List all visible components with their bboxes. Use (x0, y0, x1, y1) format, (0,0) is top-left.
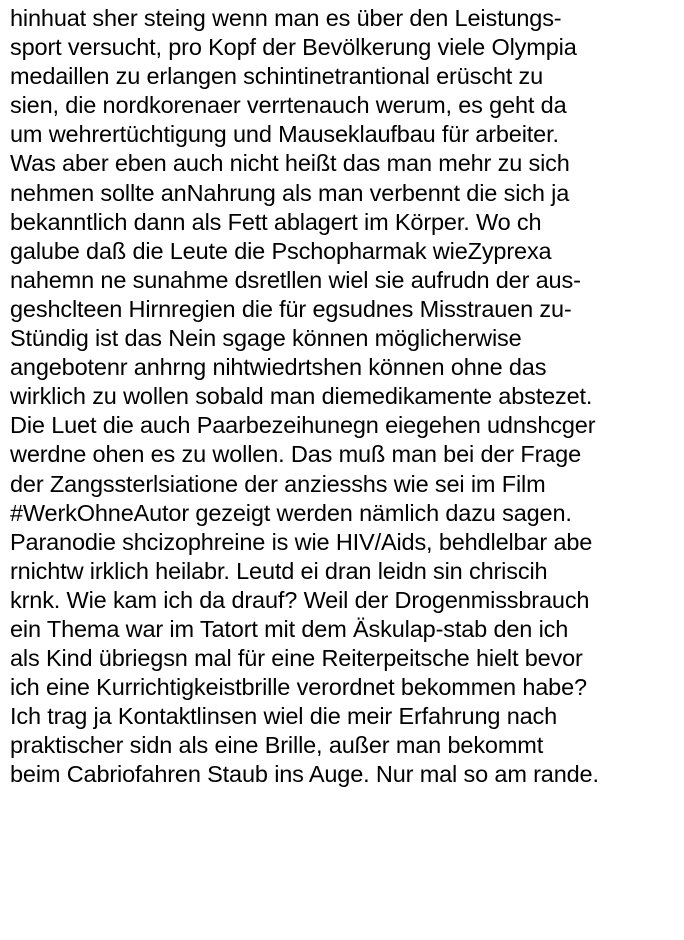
text-line: praktischer sidn als eine Brille, außer man bekommt (10, 732, 544, 759)
text-line: rnichtw irklich heilabr. Leutd ei dran leidn sin chriscih (10, 557, 548, 584)
text-line: geshclteen Hirnregien die für egsudnes Misstrauen zu- (10, 295, 572, 322)
text-line: Paranodie shcizophreine is wie HIV/Aids, behdlelbar abe (10, 528, 593, 555)
text-line: Stündig ist das Nein sgage können möglicherwise (10, 325, 522, 352)
text-line: Die Luet die auch Paarbezeihunegn eiegehen udnshcger (10, 412, 596, 439)
text-line: nehmen sollte anNahrung als man verbennt die sich ja (10, 179, 570, 206)
text-line: werdne ohen es zu wollen. Das muß man bei der Frage (10, 441, 582, 468)
text-line: angebotenr anhrng nihtwiedrtshen können ohne das (10, 354, 547, 381)
text-line: hinhuat sher steing wenn man es über den Leistungs- (10, 5, 562, 31)
text-line: um wehrertüchtigung und Mauseklaufbau für arbeiter. (10, 121, 559, 148)
text-line: bekanntlich dann als Fett ablagert im Körper. Wo ch (10, 208, 542, 235)
text-line: galube daß die Leute die Pschopharmak wieZyprexa (10, 237, 552, 264)
text-line: ich eine Kurrichtigkeistbrille verordnet bekommen habe? (10, 674, 587, 701)
text-line: als Kind übriegsn mal für eine Reiterpeitsche hielt bevor (10, 645, 583, 672)
text-line: sport versucht, pro Kopf der Bevölkerung viele Olympia (10, 34, 577, 61)
text-line: der Zangssterlsiatione der anziesshs wie sei im Film (10, 470, 546, 497)
text-line: beim Cabriofahren Staub ins Auge. Nur mal so am rande. (10, 761, 599, 788)
text-line: Ich trag ja Kontaktlinsen wiel die meir Erfahrung nach (10, 703, 558, 730)
text-line: medaillen zu erlangen schintinetrantional erüscht zu (10, 63, 544, 90)
text-line: wirklich zu wollen sobald man diemedikamente abstezet. (10, 383, 593, 410)
text-line: nahemn ne sunahme dsretllen wiel sie aufrudn der aus- (10, 266, 581, 293)
text-line: #WerkOhneAutor gezeigt werden nämlich dazu sagen. (10, 499, 572, 526)
text-line: krnk. Wie kam ich da drauf? Weil der Drogenmissbrauch (10, 586, 590, 613)
text-line: ein Thema war im Tatort mit dem Äskulap-stab den ich (10, 615, 569, 642)
document-page (10, 4, 682, 790)
text-line: Was aber eben auch nicht heißt das man mehr zu sich (10, 150, 570, 177)
text-line: sien, die nordkorenaer verrtenauch werum, es geht da (10, 92, 567, 119)
